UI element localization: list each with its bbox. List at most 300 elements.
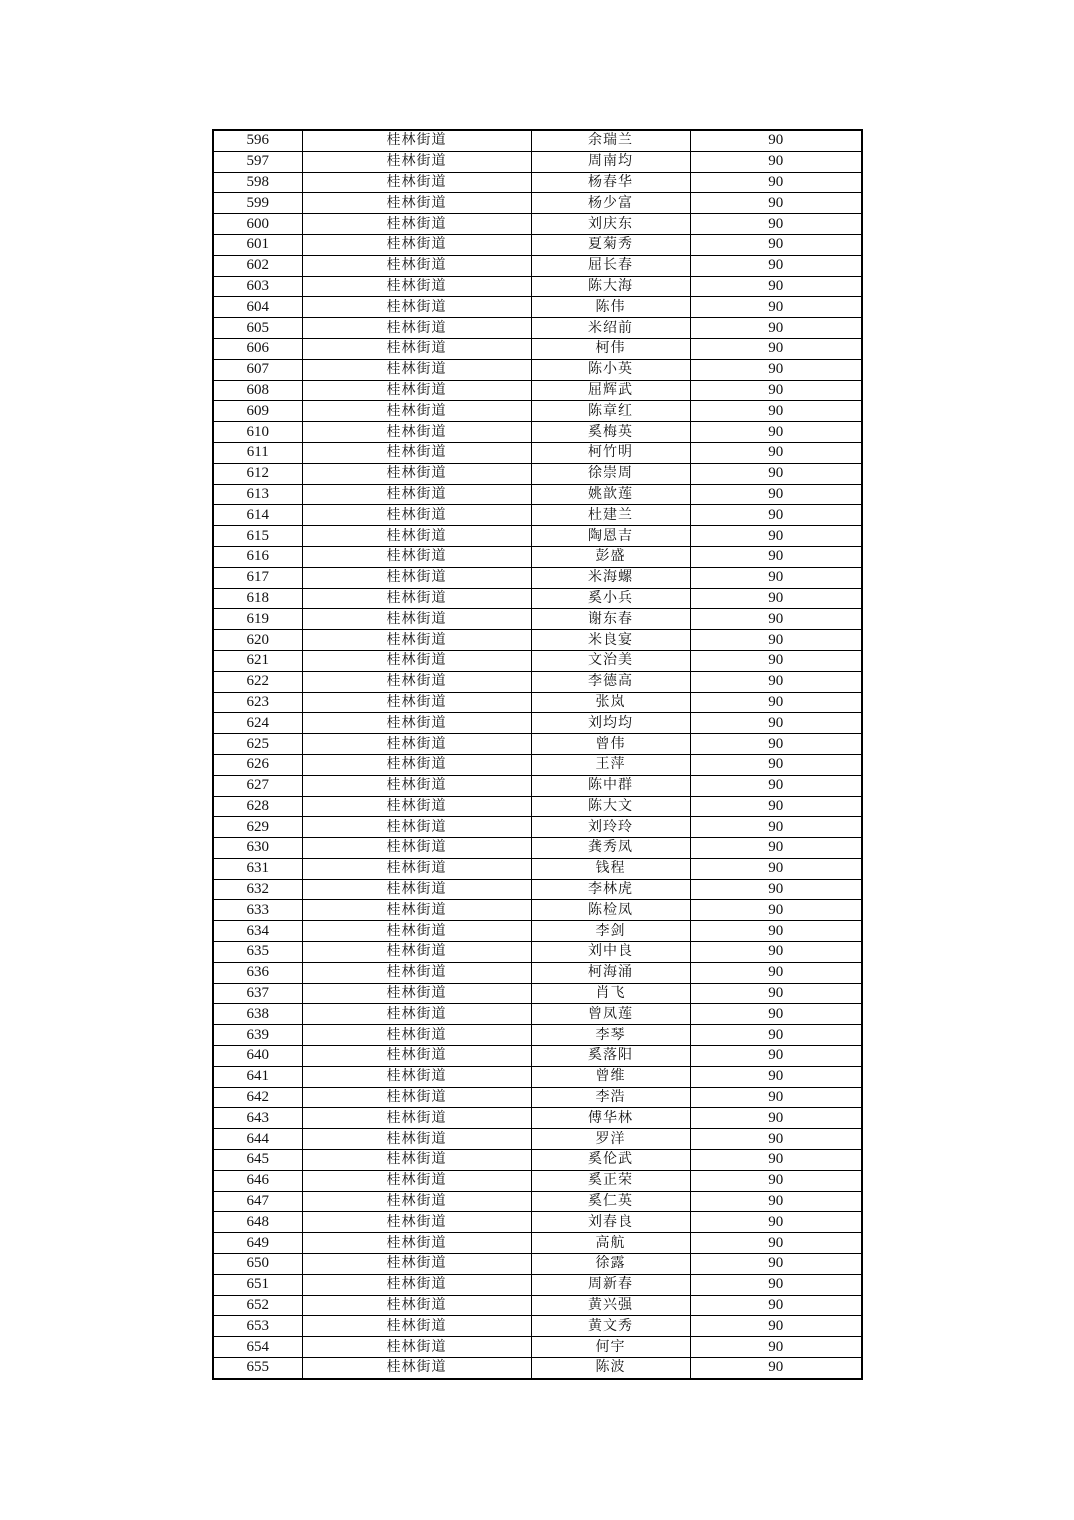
row-number-cell: 598 <box>213 172 302 193</box>
score-cell: 90 <box>690 318 862 339</box>
table-row <box>213 1004 862 1025</box>
table-row <box>213 671 862 692</box>
score-cell: 90 <box>690 338 862 359</box>
table-row <box>213 1108 862 1129</box>
name-cell: 陈检凤 <box>531 900 690 921</box>
street-cell: 桂林街道 <box>302 401 531 422</box>
row-number-cell: 613 <box>213 484 302 505</box>
name-cell: 姚歆莲 <box>531 484 690 505</box>
row-number-cell: 654 <box>213 1337 302 1358</box>
name-cell: 罗洋 <box>531 1129 690 1150</box>
street-cell: 桂林街道 <box>302 1233 531 1254</box>
row-number-cell: 612 <box>213 463 302 484</box>
street-cell: 桂林街道 <box>302 276 531 297</box>
street-cell: 桂林街道 <box>302 671 531 692</box>
score-cell: 90 <box>690 921 862 942</box>
score-cell: 90 <box>690 505 862 526</box>
street-cell: 桂林街道 <box>302 650 531 671</box>
row-number-cell: 602 <box>213 255 302 276</box>
score-cell: 90 <box>690 276 862 297</box>
score-cell: 90 <box>690 942 862 963</box>
row-number-cell: 597 <box>213 151 302 172</box>
row-number-cell: 646 <box>213 1170 302 1191</box>
street-cell: 桂林街道 <box>302 879 531 900</box>
row-number-cell: 624 <box>213 713 302 734</box>
name-cell: 杜建兰 <box>531 505 690 526</box>
score-cell: 90 <box>690 1004 862 1025</box>
street-cell: 桂林街道 <box>302 318 531 339</box>
name-cell: 文治美 <box>531 650 690 671</box>
table-row <box>213 297 862 318</box>
name-cell: 奚梅英 <box>531 422 690 443</box>
name-cell: 李剑 <box>531 921 690 942</box>
row-number-cell: 652 <box>213 1295 302 1316</box>
table-row <box>213 1358 862 1379</box>
row-number-cell: 633 <box>213 900 302 921</box>
name-cell: 曾伟 <box>531 734 690 755</box>
name-cell: 屈辉武 <box>531 380 690 401</box>
score-cell: 90 <box>690 900 862 921</box>
name-cell: 夏菊秀 <box>531 234 690 255</box>
row-number-cell: 610 <box>213 422 302 443</box>
score-cell: 90 <box>690 734 862 755</box>
name-cell: 刘中良 <box>531 942 690 963</box>
table-row <box>213 692 862 713</box>
name-cell: 陈伟 <box>531 297 690 318</box>
street-cell: 桂林街道 <box>302 588 531 609</box>
row-number-cell: 611 <box>213 442 302 463</box>
street-cell: 桂林街道 <box>302 526 531 547</box>
name-cell: 李琴 <box>531 1025 690 1046</box>
street-cell: 桂林街道 <box>302 193 531 214</box>
row-number-cell: 605 <box>213 318 302 339</box>
score-cell: 90 <box>690 1066 862 1087</box>
row-number-cell: 647 <box>213 1191 302 1212</box>
score-cell: 90 <box>690 1212 862 1233</box>
street-cell: 桂林街道 <box>302 983 531 1004</box>
table-row <box>213 526 862 547</box>
name-cell: 奚正荣 <box>531 1170 690 1191</box>
table-row <box>213 1066 862 1087</box>
table-row <box>213 130 862 151</box>
row-number-cell: 639 <box>213 1025 302 1046</box>
street-cell: 桂林街道 <box>302 484 531 505</box>
street-cell: 桂林街道 <box>302 692 531 713</box>
name-cell: 李林虎 <box>531 879 690 900</box>
table-row <box>213 1212 862 1233</box>
row-number-cell: 625 <box>213 734 302 755</box>
score-cell: 90 <box>690 567 862 588</box>
score-cell: 90 <box>690 214 862 235</box>
name-cell: 米绍前 <box>531 318 690 339</box>
score-cell: 90 <box>690 151 862 172</box>
score-cell: 90 <box>690 754 862 775</box>
street-cell: 桂林街道 <box>302 338 531 359</box>
table-row <box>213 900 862 921</box>
name-cell: 周南均 <box>531 151 690 172</box>
street-cell: 桂林街道 <box>302 754 531 775</box>
street-cell: 桂林街道 <box>302 1316 531 1337</box>
table-row <box>213 921 862 942</box>
row-number-cell: 636 <box>213 962 302 983</box>
name-cell: 曾维 <box>531 1066 690 1087</box>
score-cell: 90 <box>690 1025 862 1046</box>
row-number-cell: 620 <box>213 630 302 651</box>
row-number-cell: 603 <box>213 276 302 297</box>
name-cell: 肖飞 <box>531 983 690 1004</box>
score-cell: 90 <box>690 359 862 380</box>
name-cell: 刘均均 <box>531 713 690 734</box>
name-cell: 柯竹明 <box>531 442 690 463</box>
name-cell: 刘庆东 <box>531 214 690 235</box>
row-number-cell: 635 <box>213 942 302 963</box>
street-cell: 桂林街道 <box>302 900 531 921</box>
row-number-cell: 618 <box>213 588 302 609</box>
table-row <box>213 817 862 838</box>
data-table <box>212 129 863 1380</box>
row-number-cell: 632 <box>213 879 302 900</box>
table-row <box>213 734 862 755</box>
table-row <box>213 650 862 671</box>
score-cell: 90 <box>690 234 862 255</box>
street-cell: 桂林街道 <box>302 567 531 588</box>
street-cell: 桂林街道 <box>302 1087 531 1108</box>
row-number-cell: 627 <box>213 775 302 796</box>
row-number-cell: 600 <box>213 214 302 235</box>
score-cell: 90 <box>690 172 862 193</box>
score-cell: 90 <box>690 692 862 713</box>
street-cell: 桂林街道 <box>302 1295 531 1316</box>
table-row <box>213 1295 862 1316</box>
street-cell: 桂林街道 <box>302 172 531 193</box>
name-cell: 刘玲玲 <box>531 817 690 838</box>
name-cell: 李德高 <box>531 671 690 692</box>
street-cell: 桂林街道 <box>302 1025 531 1046</box>
table-row <box>213 172 862 193</box>
name-cell: 奚伦武 <box>531 1150 690 1171</box>
name-cell: 彭盛 <box>531 546 690 567</box>
score-cell: 90 <box>690 1046 862 1067</box>
table-row <box>213 754 862 775</box>
street-cell: 桂林街道 <box>302 1337 531 1358</box>
row-number-cell: 644 <box>213 1129 302 1150</box>
score-cell: 90 <box>690 297 862 318</box>
street-cell: 桂林街道 <box>302 130 531 151</box>
name-cell: 陈中群 <box>531 775 690 796</box>
score-cell: 90 <box>690 1233 862 1254</box>
table-row <box>213 1337 862 1358</box>
row-number-cell: 614 <box>213 505 302 526</box>
score-cell: 90 <box>690 1337 862 1358</box>
street-cell: 桂林街道 <box>302 214 531 235</box>
score-cell: 90 <box>690 130 862 151</box>
score-cell: 90 <box>690 463 862 484</box>
table-row <box>213 775 862 796</box>
street-cell: 桂林街道 <box>302 422 531 443</box>
name-cell: 龚秀凤 <box>531 838 690 859</box>
name-cell: 陈小英 <box>531 359 690 380</box>
score-cell: 90 <box>690 650 862 671</box>
table-row <box>213 838 862 859</box>
row-number-cell: 596 <box>213 130 302 151</box>
row-number-cell: 651 <box>213 1274 302 1295</box>
score-cell: 90 <box>690 1254 862 1275</box>
table-row <box>213 1254 862 1275</box>
table-row <box>213 338 862 359</box>
street-cell: 桂林街道 <box>302 775 531 796</box>
name-cell: 谢东春 <box>531 609 690 630</box>
score-cell: 90 <box>690 838 862 859</box>
row-number-cell: 648 <box>213 1212 302 1233</box>
name-cell: 奚落阳 <box>531 1046 690 1067</box>
score-cell: 90 <box>690 1316 862 1337</box>
row-number-cell: 617 <box>213 567 302 588</box>
row-number-cell: 650 <box>213 1254 302 1275</box>
name-cell: 屈长春 <box>531 255 690 276</box>
score-cell: 90 <box>690 1295 862 1316</box>
score-cell: 90 <box>690 671 862 692</box>
table-row <box>213 318 862 339</box>
table-row <box>213 1025 862 1046</box>
name-cell: 陈大海 <box>531 276 690 297</box>
table-row <box>213 1191 862 1212</box>
name-cell: 米海螺 <box>531 567 690 588</box>
table-row <box>213 401 862 422</box>
row-number-cell: 631 <box>213 858 302 879</box>
row-number-cell: 643 <box>213 1108 302 1129</box>
name-cell: 徐崇周 <box>531 463 690 484</box>
row-number-cell: 619 <box>213 609 302 630</box>
row-number-cell: 634 <box>213 921 302 942</box>
row-number-cell: 641 <box>213 1066 302 1087</box>
row-number-cell: 609 <box>213 401 302 422</box>
table-row <box>213 1233 862 1254</box>
score-cell: 90 <box>690 1358 862 1379</box>
name-cell: 余瑞兰 <box>531 130 690 151</box>
table-row <box>213 463 862 484</box>
name-cell: 周新春 <box>531 1274 690 1295</box>
score-cell: 90 <box>690 1274 862 1295</box>
score-cell: 90 <box>690 255 862 276</box>
name-cell: 黄兴强 <box>531 1295 690 1316</box>
table-row <box>213 858 862 879</box>
table-row <box>213 962 862 983</box>
street-cell: 桂林街道 <box>302 942 531 963</box>
row-number-cell: 637 <box>213 983 302 1004</box>
score-cell: 90 <box>690 630 862 651</box>
street-cell: 桂林街道 <box>302 442 531 463</box>
name-cell: 李浩 <box>531 1087 690 1108</box>
name-cell: 黄文秀 <box>531 1316 690 1337</box>
street-cell: 桂林街道 <box>302 546 531 567</box>
row-number-cell: 606 <box>213 338 302 359</box>
street-cell: 桂林街道 <box>302 1046 531 1067</box>
table-row <box>213 255 862 276</box>
table-body <box>213 130 862 1379</box>
street-cell: 桂林街道 <box>302 1150 531 1171</box>
score-cell: 90 <box>690 1191 862 1212</box>
table-row <box>213 796 862 817</box>
table-row <box>213 1316 862 1337</box>
table-row <box>213 879 862 900</box>
name-cell: 钱程 <box>531 858 690 879</box>
street-cell: 桂林街道 <box>302 838 531 859</box>
name-cell: 张岚 <box>531 692 690 713</box>
table-row <box>213 1274 862 1295</box>
name-cell: 高航 <box>531 1233 690 1254</box>
table-row <box>213 1150 862 1171</box>
table-row <box>213 546 862 567</box>
name-cell: 奚小兵 <box>531 588 690 609</box>
row-number-cell: 642 <box>213 1087 302 1108</box>
street-cell: 桂林街道 <box>302 1066 531 1087</box>
table-row <box>213 484 862 505</box>
table-row <box>213 234 862 255</box>
score-cell: 90 <box>690 1108 862 1129</box>
table-row <box>213 609 862 630</box>
name-cell: 杨春华 <box>531 172 690 193</box>
score-cell: 90 <box>690 588 862 609</box>
score-cell: 90 <box>690 796 862 817</box>
row-number-cell: 608 <box>213 380 302 401</box>
street-cell: 桂林街道 <box>302 380 531 401</box>
table-row <box>213 588 862 609</box>
name-cell: 杨少富 <box>531 193 690 214</box>
score-cell: 90 <box>690 1087 862 1108</box>
name-cell: 奚仁英 <box>531 1191 690 1212</box>
score-cell: 90 <box>690 380 862 401</box>
row-number-cell: 653 <box>213 1316 302 1337</box>
table-row <box>213 193 862 214</box>
score-cell: 90 <box>690 962 862 983</box>
score-cell: 90 <box>690 713 862 734</box>
name-cell: 陶恩吉 <box>531 526 690 547</box>
score-cell: 90 <box>690 817 862 838</box>
row-number-cell: 599 <box>213 193 302 214</box>
score-cell: 90 <box>690 879 862 900</box>
score-cell: 90 <box>690 401 862 422</box>
row-number-cell: 629 <box>213 817 302 838</box>
name-cell: 陈章红 <box>531 401 690 422</box>
row-number-cell: 626 <box>213 754 302 775</box>
name-cell: 徐露 <box>531 1254 690 1275</box>
row-number-cell: 649 <box>213 1233 302 1254</box>
row-number-cell: 622 <box>213 671 302 692</box>
score-cell: 90 <box>690 609 862 630</box>
score-cell: 90 <box>690 775 862 796</box>
table-row <box>213 942 862 963</box>
street-cell: 桂林街道 <box>302 297 531 318</box>
street-cell: 桂林街道 <box>302 796 531 817</box>
table-row <box>213 276 862 297</box>
street-cell: 桂林街道 <box>302 858 531 879</box>
score-cell: 90 <box>690 983 862 1004</box>
row-number-cell: 628 <box>213 796 302 817</box>
street-cell: 桂林街道 <box>302 255 531 276</box>
name-cell: 陈大文 <box>531 796 690 817</box>
street-cell: 桂林街道 <box>302 1254 531 1275</box>
row-number-cell: 607 <box>213 359 302 380</box>
name-cell: 米良宴 <box>531 630 690 651</box>
score-cell: 90 <box>690 1170 862 1191</box>
street-cell: 桂林街道 <box>302 962 531 983</box>
table-row <box>213 567 862 588</box>
name-cell: 刘春良 <box>531 1212 690 1233</box>
table-row <box>213 422 862 443</box>
street-cell: 桂林街道 <box>302 609 531 630</box>
row-number-cell: 645 <box>213 1150 302 1171</box>
street-cell: 桂林街道 <box>302 817 531 838</box>
score-cell: 90 <box>690 484 862 505</box>
street-cell: 桂林街道 <box>302 463 531 484</box>
street-cell: 桂林街道 <box>302 1129 531 1150</box>
score-cell: 90 <box>690 526 862 547</box>
row-number-cell: 616 <box>213 546 302 567</box>
table-row <box>213 1170 862 1191</box>
table-row <box>213 359 862 380</box>
table-row <box>213 380 862 401</box>
name-cell: 傅华林 <box>531 1108 690 1129</box>
table-row <box>213 983 862 1004</box>
row-number-cell: 601 <box>213 234 302 255</box>
street-cell: 桂林街道 <box>302 630 531 651</box>
score-cell: 90 <box>690 546 862 567</box>
row-number-cell: 604 <box>213 297 302 318</box>
row-number-cell: 638 <box>213 1004 302 1025</box>
score-cell: 90 <box>690 442 862 463</box>
street-cell: 桂林街道 <box>302 1358 531 1379</box>
street-cell: 桂林街道 <box>302 151 531 172</box>
table-row <box>213 151 862 172</box>
name-cell: 王萍 <box>531 754 690 775</box>
name-cell: 陈波 <box>531 1358 690 1379</box>
score-cell: 90 <box>690 1129 862 1150</box>
street-cell: 桂林街道 <box>302 1170 531 1191</box>
row-number-cell: 621 <box>213 650 302 671</box>
street-cell: 桂林街道 <box>302 713 531 734</box>
row-number-cell: 623 <box>213 692 302 713</box>
name-cell: 柯伟 <box>531 338 690 359</box>
street-cell: 桂林街道 <box>302 1004 531 1025</box>
score-cell: 90 <box>690 422 862 443</box>
table-row <box>213 1046 862 1067</box>
table-row <box>213 214 862 235</box>
score-cell: 90 <box>690 193 862 214</box>
street-cell: 桂林街道 <box>302 505 531 526</box>
row-number-cell: 640 <box>213 1046 302 1067</box>
table-row <box>213 442 862 463</box>
street-cell: 桂林街道 <box>302 921 531 942</box>
score-cell: 90 <box>690 1150 862 1171</box>
row-number-cell: 630 <box>213 838 302 859</box>
table-row <box>213 713 862 734</box>
street-cell: 桂林街道 <box>302 734 531 755</box>
row-number-cell: 615 <box>213 526 302 547</box>
table-row <box>213 630 862 651</box>
row-number-cell: 655 <box>213 1358 302 1379</box>
name-cell: 曾凤莲 <box>531 1004 690 1025</box>
table-row <box>213 1087 862 1108</box>
table-row <box>213 1129 862 1150</box>
name-cell: 何宇 <box>531 1337 690 1358</box>
street-cell: 桂林街道 <box>302 1274 531 1295</box>
street-cell: 桂林街道 <box>302 234 531 255</box>
street-cell: 桂林街道 <box>302 359 531 380</box>
street-cell: 桂林街道 <box>302 1108 531 1129</box>
score-cell: 90 <box>690 858 862 879</box>
table-row <box>213 505 862 526</box>
street-cell: 桂林街道 <box>302 1212 531 1233</box>
